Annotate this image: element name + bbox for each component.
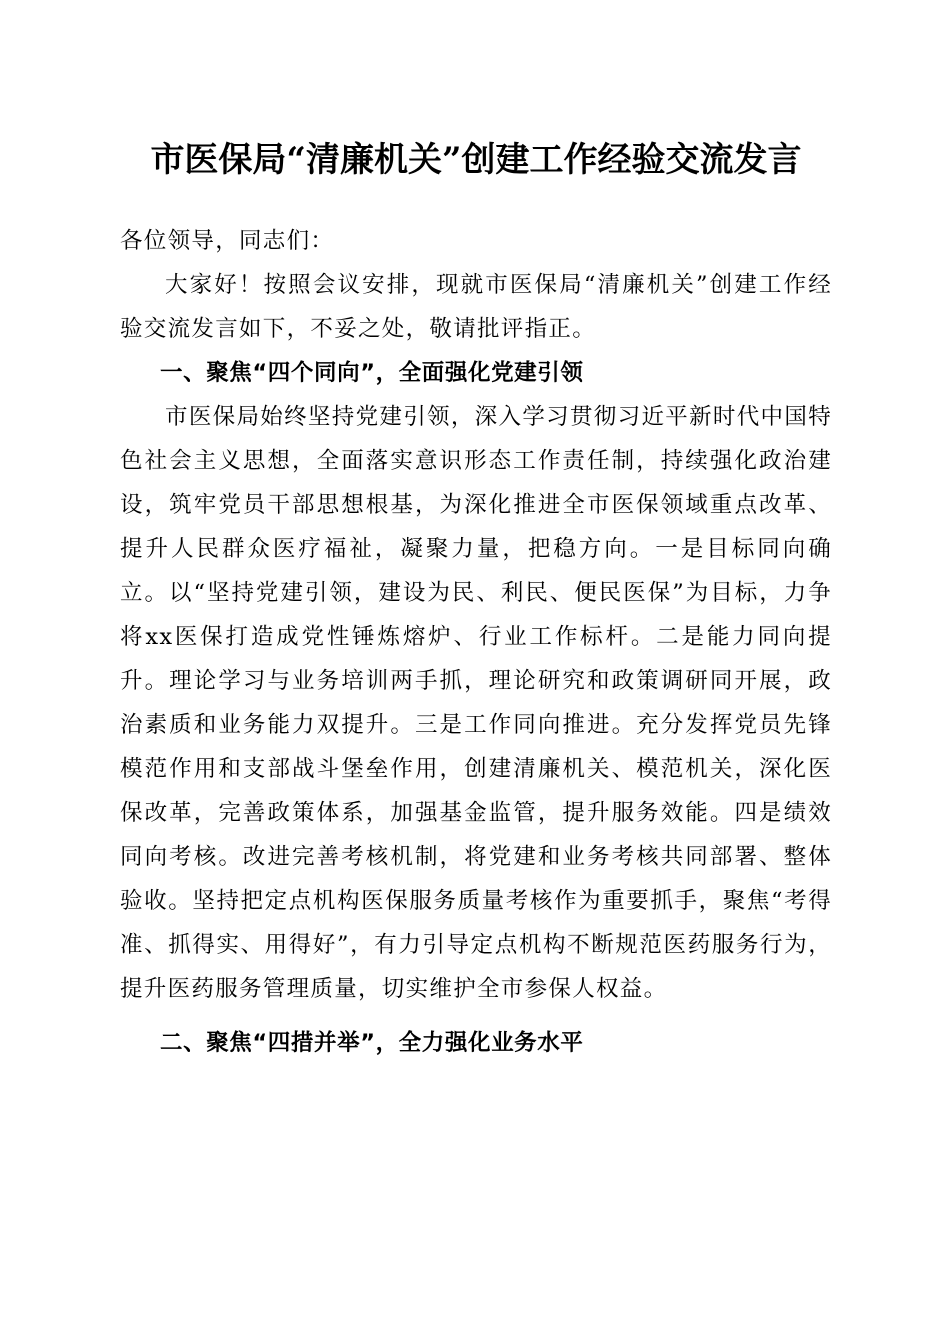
section-1-heading: 一、聚焦“四个同向”，全面强化党建引领 [160,360,584,386]
document-title: 市医保局“清廉机关”创建工作经验交流发言 [150,140,802,180]
section-2-heading: 二、聚焦“四措并举”，全力强化业务水平 [160,1030,584,1056]
greeting: 各位领导，同志们： [120,228,335,254]
section-1-paragraph: 市医保局始终坚持党建引领，深入学习贯彻习近平新时代中国特色社会主义思想，全面落实意识形态工作责任制，持续强化政治建设，筑牢党员干部思想根基，为深化推进全市医保领域重点改革、提升人民群众医疗福祉，凝聚力量，把稳方向。一是目标同向确立。以“坚持党建引领，建设为民、利民、便民医保”为目标，力争将xx医保打造成党性锤炼熔炉、行业工作标杆。二是能力同向提升。理论学习与业务培训两手抓，理论研究和政策调研同开展，政治素质和业务能力双提升。三是工作同向推进。充分发挥党员先锋模范作用和支部战斗堡垒作用，创建清廉机关、模范机关，深化医保改革，完善政策体系，加强基金监管，提升服务效能。四是绩效同向考核。改进完善考核机制，将党建和业务考核共同部署、整体验收。坚持把定点机构医保服务质量考核作为重要抓手，聚焦“考得准、抓得实、用得好”，有力引导定点机构不断规范医药服务行为，提升医药服务管理质量，切实维护全市参保人权益。 [120,404,832,1002]
intro-paragraph: 大家好！按照会议安排，现就市医保局“清廉机关”创建工作经验交流发言如下，不妥之处，敬请批评指正。 [120,272,832,342]
document-body [120,219,832,1065]
